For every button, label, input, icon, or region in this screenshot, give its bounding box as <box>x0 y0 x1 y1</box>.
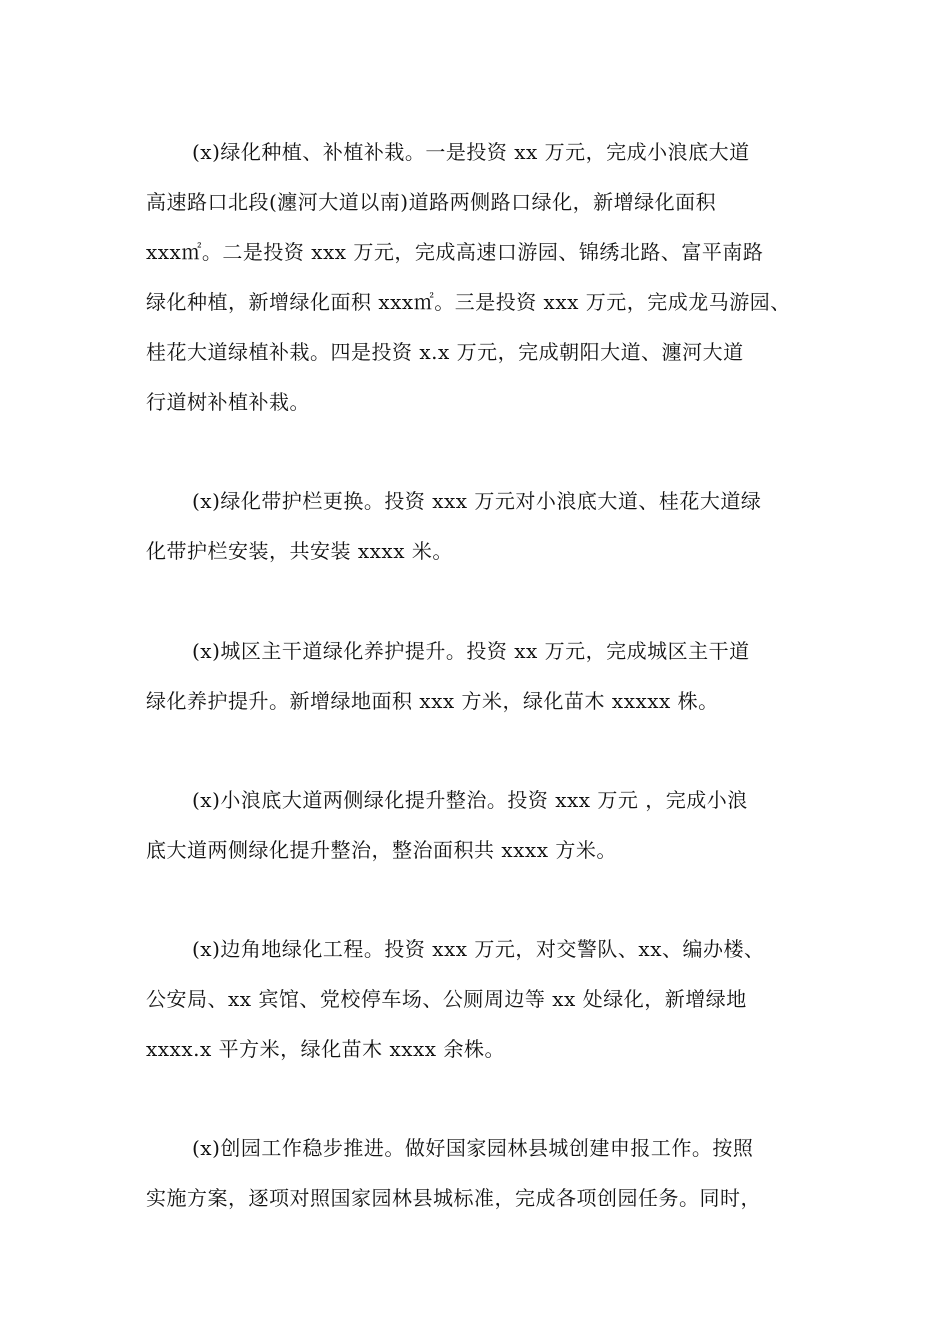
paragraph-5-line-3: xxxx.x 平方米，绿化苗木 xxxx 余株。 <box>146 1037 505 1061</box>
paragraph-4-line-2: 底大道两侧绿化提升整治，整治面积共 xxxx 方米。 <box>146 838 617 862</box>
paragraph-1-line-4: 绿化种植，新增绿化面积 xxx㎡。三是投资 xxx 万元，完成龙马游园、 <box>146 290 791 314</box>
paragraph-5-line-1: (x)边角地绿化工程。投资 xxx 万元，对交警队、xx、编办楼、 <box>192 937 765 961</box>
paragraph-1-line-2: 高速路口北段(瀍河大道以南)道路两侧路口绿化，新增绿化面积 <box>146 190 717 214</box>
paragraph-1-line-1: (x)绿化种植、补植补栽。一是投资 xx 万元，完成小浪底大道 <box>192 140 750 164</box>
paragraph-1-line-3: xxx㎡。二是投资 xxx 万元，完成高速口游园、锦绣北路、富平南路 <box>146 240 764 264</box>
paragraph-3-line-1: (x)城区主干道绿化养护提升。投资 xx 万元，完成城区主干道 <box>192 639 750 663</box>
paragraph-6-line-1: (x)创园工作稳步推进。做好国家园林县城创建申报工作。按照 <box>192 1136 754 1160</box>
paragraph-6-line-2: 实施方案，逐项对照国家园林县城标准，完成各项创园任务。同时， <box>146 1186 761 1210</box>
paragraph-1-line-6: 行道树补植补栽。 <box>146 390 310 414</box>
paragraph-4-line-1: (x)小浪底大道两侧绿化提升整治。投资 xxx 万元 ，完成小浪 <box>192 788 748 812</box>
paragraph-5-line-2: 公安局、xx 宾馆、党校停车场、公厕周边等 xx 处绿化，新增绿地 <box>146 987 747 1011</box>
paragraph-2-line-1: (x)绿化带护栏更换。投资 xxx 万元对小浪底大道、桂花大道绿 <box>192 489 762 513</box>
paragraph-1-line-5: 桂花大道绿植补栽。四是投资 x.x 万元，完成朝阳大道、瀍河大道 <box>146 340 744 364</box>
paragraph-3-line-2: 绿化养护提升。新增绿地面积 xxx 方米，绿化苗木 xxxxx 株。 <box>146 689 719 713</box>
paragraph-2-line-2: 化带护栏安装，共安装 xxxx 米。 <box>146 539 453 563</box>
